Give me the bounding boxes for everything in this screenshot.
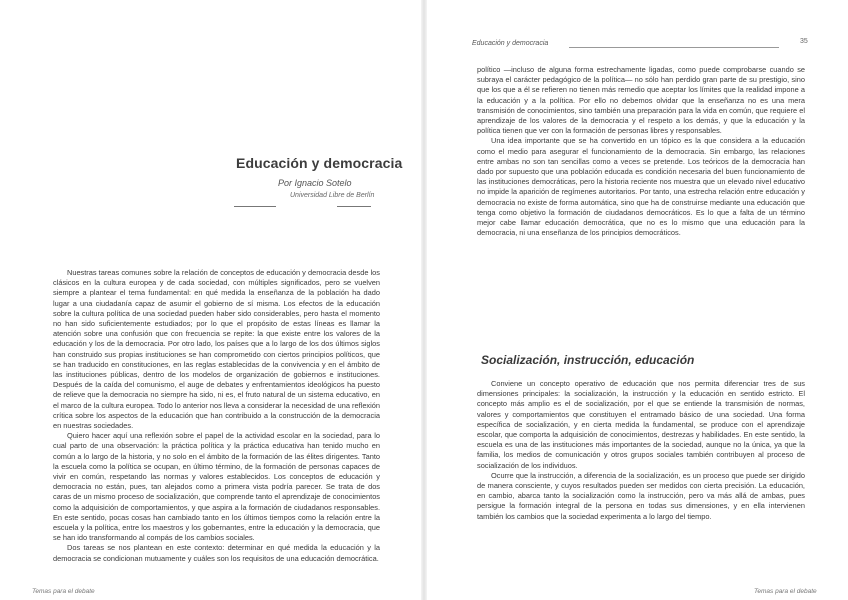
right-footer: Temas para el debate — [754, 588, 817, 595]
body-paragraph: Conviene un concepto operativo de educación que nos permita diferenciar tres de sus dimensiones principales: la socialización, la instrucción y la educación en sentido estricto. El concepto más amplio es el de socialización, por el que se entiende la transmisión de normas, valores y comportamientos que constituyen el entramado básico de una sociedad. Una forma específica de socialización, y en cierta medida la fundamental, se produce con el aprendizaje escolar, que comporta la adquisición de conocimientos, destrezas y habilidades. En este sentido, la escuela es una de las instituciones más importantes de la sociedad, aunque no la única, ya que la familia, los medios de comunicación y otros grupos sociales también contribuyen al proceso de socialización de los individuos. — [477, 379, 805, 470]
running-head-rule — [569, 47, 779, 48]
section-heading: Socialización, instrucción, educación — [481, 353, 695, 367]
page-number: 35 — [800, 38, 808, 45]
right-page — [424, 0, 848, 600]
left-body-column — [53, 268, 380, 580]
body-paragraph: Una idea importante que se ha convertido en un tópico es la que considera a la educación como el medio para asegurar el funcionamiento de la democracia. Sin embargo, las relaciones entre ambas no son tan sencillas como a veces se pretende. Los teóricos de la democracia han dado por supuesto que una población educada es condición necesaria del buen funcionamiento de las instituciones democráticas, pero la historia reciente nos muestra que un elevado nivel educativo no impide la aparición de regímenes autoritarios. Por tanto, una estrecha relación entre educación y democracia no existe de forma automática, sino que ha de construirse mediante una educación que tenga como objetivo la formación de ciudadanos democráticos. Es lo que a falta de un término mejor cabe llamar educación democrática, que no es lo mismo que una educación para la democracia, ni una enseñanza de los principios democráticos. — [477, 136, 805, 238]
left-footer: Temas para el debate — [32, 588, 95, 595]
body-paragraph: político —incluso de alguna forma estrechamente ligadas, como puede comprobarse cuando se subraya el carácter pedagógico de la política— no sólo han perdido gran parte de su prestigio, sino que los que a él se refieren no tienen más remedio que aceptar los límites que la realidad impone a la educación y a la política. Por ello no debemos olvidar que la enseñanza no es una mera transmisión de conocimientos, sino también una preparación para la vida en común, que requiere el aprendizaje de los valores de la democracia y el respeto a los demás, y que la educación y la política tienen que ver con la formación de personas libres y responsables. — [477, 65, 805, 136]
article-title: Educación y democracia — [236, 155, 403, 171]
right-body-column-bottom — [477, 379, 805, 582]
running-head: Educación y democracia — [472, 40, 549, 47]
article-author: Por Ignacio Sotelo — [278, 178, 352, 188]
body-paragraph: Dos tareas se nos plantean en este contexto: determinar en qué medida la educación y la democracia se condicionan mutuamente y cuáles son los requisitos de una educación democrática. — [53, 543, 380, 563]
body-paragraph: Nuestras tareas comunes sobre la relación de conceptos de educación y democracia desde los clásicos en la cultura europea y de cada sociedad, con múltiples significados, pero se vuelven siempre a plantear el tema fundamental: en qué medida la enseñanza de la población ha dado lugar a una ciudadanía capaz de asumir el gobierno de sí misma. Los efectos de la educación sobre la cultura política de una sociedad pueden haber sido considerables, pero hasta el momento no han sido suficientemente estudiados; por lo que el propósito de estas líneas es llamar la atención sobre una confusión que con frecuencia se repite: la que existe entre los valores de la educación y los de la democracia. Por otro lado, los países que a lo largo de los dos últimos siglos han construido sus propias instituciones se han comprometido con ciertos principios políticos, que se han traducido en constituciones, en las reglas establecidas de la convivencia y en el ámbito de las instituciones públicas, dentro de los modelos de organización de gobiernos e instituciones. Después de la caída del comunismo, el auge de debates y enfrentamientos ideológicos ha puesto de relieve que la democracia no siempre ha sido, ni es, el fruto natural de un sistema educativo, en el marco de la cultura europea. Todo lo anterior nos lleva a considerar la necesidad de una reflexión crítica sobre los aspectos de la educación que han contribuido a la construcción de la democracia en nuestras sociedades. — [53, 268, 380, 431]
title-rule-left — [234, 206, 276, 207]
body-paragraph: Ocurre que la instrucción, a diferencia de la socialización, es un proceso que puede ser dirigido de manera consciente, y cuyos resultados pueden ser medidos con cierta precisión. La educación, en cambio, abarca tanto la socialización como la instrucción, pero va más allá de ambas, pues persigue la formación integral de la persona en todas sus dimensiones, y en ella intervienen también los cambios que la sociedad experimenta a lo largo del tiempo. — [477, 470, 805, 521]
author-affiliation: Universidad Libre de Berlín — [290, 192, 375, 199]
right-body-column-top — [477, 65, 805, 335]
title-rule-right — [337, 206, 371, 207]
body-paragraph: Quiero hacer aquí una reflexión sobre el papel de la actividad escolar en la sociedad, para lo cual parto de una observación: la práctica política y la práctica educativa han tenido mucho en común a lo largo de la historia, y no solo en el ámbito de la formación de las élites dirigentes. Tanto la escuela como la política se ocupan, en último término, de la formación de personas capaces de vivir en común, respetando las normas y valores establecidos. Los conceptos de educación y democracia no están, pues, tan alejados como a primera vista podría parecer. Se trata de dos caras de un mismo proceso de socialización, que comprende tanto el aprendizaje de conocimientos como la adquisición de comportamientos, y que aspira a la formación de ciudadanos responsables. En este sentido, pocas cosas han cambiado tanto en los últimos tiempos como la relación entre la escuela y la política, entre los maestros y los gobernantes, entre la educación y la democracia, que se han ido transformando al compás de los cambios sociales. — [53, 431, 380, 543]
